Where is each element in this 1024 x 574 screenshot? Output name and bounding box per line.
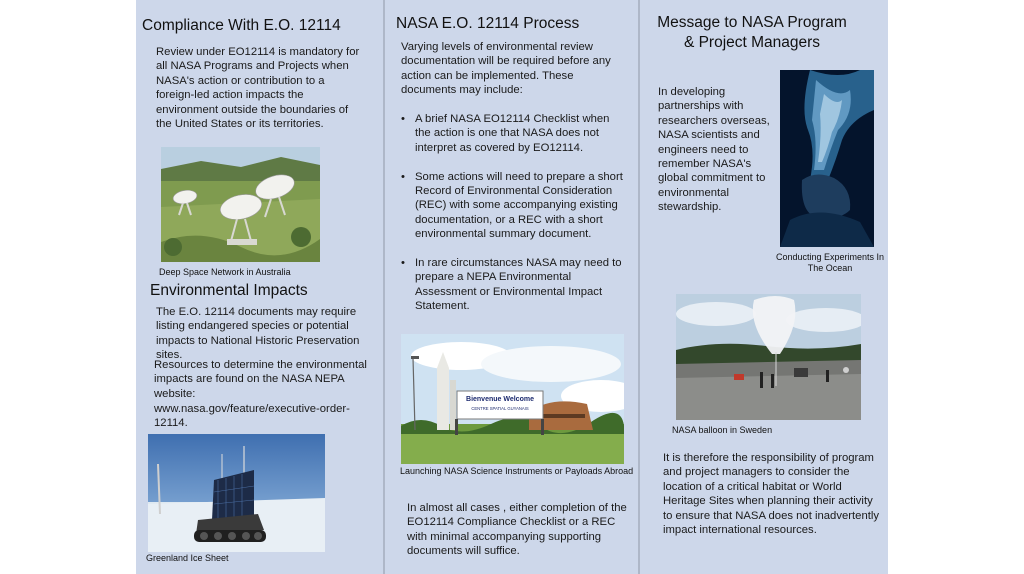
environmental-impacts-text: The E.O. 12114 documents may require listing endangered species or potential impacts to National Historic Preservation sites. [156, 306, 360, 362]
environmental-impacts-heading: Environmental Impacts [150, 282, 308, 299]
process-intro: Varying levels of environmental review documentation will be required before any action can be implemented. These documents may include: [401, 41, 611, 97]
deep-space-network-caption: Deep Space Network in Australia [159, 267, 291, 277]
compliance-heading: Compliance With E.O. 12114 [142, 17, 341, 34]
resources-text: Resources to determine the environmental impacts are found on the NASA NEPA website: [154, 359, 367, 400]
list-item: • A brief NASA EO12114 Checklist when the action is one that NASA does not interpret as covered by EO12114. [400, 112, 628, 155]
deep-space-network-photo [161, 147, 320, 262]
guiana-space-centre-photo [401, 334, 624, 464]
process-document-list [400, 112, 628, 328]
welcome-sign-title: Bienvenue Welcome [466, 396, 534, 403]
nasa-balloon-photo [676, 294, 861, 420]
compliance-intro: Review under EO12114 is mandatory for all NASA Programs and Projects when NASA's action or contribution to a foreign-led action impacts the environment outside the boundaries of the United States or its territories. [156, 46, 360, 131]
message-closing: It is therefore the responsibility of program and project managers to consider the location of a critical habitat or World Heritage Sites when planning their activity to ensure that NASA does not inadvertently impact international resources. [663, 452, 880, 537]
nasa-nepa-link[interactable]: www.nasa.gov/feature/executive-order-12114. [154, 403, 350, 430]
greenland-caption: Greenland Ice Sheet [146, 553, 229, 563]
balloon-caption: NASA balloon in Sweden [672, 425, 773, 435]
message-intro: In developing partnerships with researchers overseas, NASA scientists and engineers need to remember NASA's global commitment to environmental stewardship. [658, 86, 770, 214]
panel-divider [638, 0, 640, 574]
process-closing: In almost all cases , either completion of the EO12114 Compliance Checklist or a REC with minimal accompanying supporting documents will suffice. [407, 502, 627, 558]
ocean-caption: Conducting Experiments In The Ocean [775, 252, 885, 273]
ocean-vent-photo [780, 70, 874, 247]
greenland-ice-sheet-photo [148, 434, 325, 552]
list-item: • Some actions will need to prepare a short Record of Environmental Consideration (REC) with some accompanying existing documentation, or a REC with a short environmental summary document. [400, 170, 628, 242]
welcome-sign-subtitle: CENTRE SPATIAL GUYANAIS [471, 406, 529, 411]
list-item: • In rare circumstances NASA may need to prepare a NEPA Environmental Assessment or Environmental Impact Statement. [400, 256, 628, 314]
process-heading: NASA E.O. 12114 Process [396, 15, 580, 32]
panel-divider [383, 0, 385, 574]
message-heading: Message to NASA Program & Project Managers [657, 14, 847, 51]
launching-caption: Launching NASA Science Instruments or Payloads Abroad [400, 466, 634, 476]
